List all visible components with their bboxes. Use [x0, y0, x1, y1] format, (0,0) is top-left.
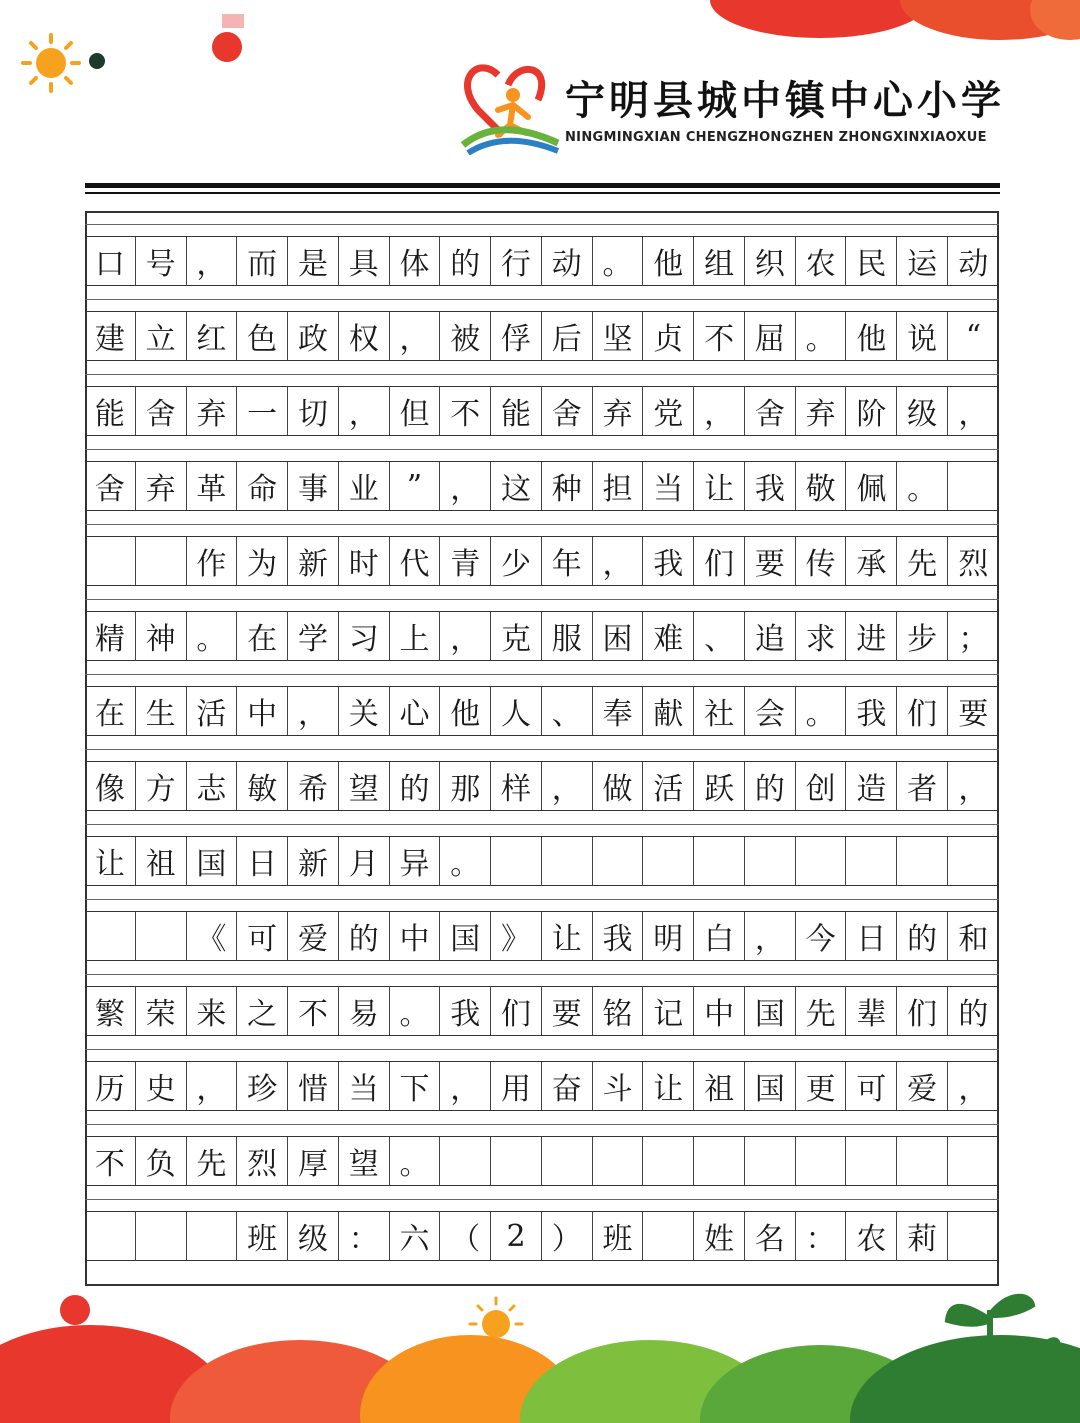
grid-cell: 学	[288, 612, 339, 660]
grid-cell	[593, 1137, 644, 1185]
grid-cell: 能	[491, 387, 542, 435]
grid-cell: 先	[796, 987, 847, 1035]
grid-cell: 行	[491, 237, 542, 285]
grid-cell: 舍	[745, 387, 796, 435]
grid-cell: 今	[796, 912, 847, 960]
grid-cell: 命	[237, 462, 288, 510]
grid-cell: 新	[288, 537, 339, 585]
grid-cell: 会	[745, 687, 796, 735]
grid-cell: ，	[745, 912, 796, 960]
grid-row	[85, 311, 999, 361]
grid-cell: 的	[897, 912, 948, 960]
grid-row	[85, 611, 999, 661]
grid-cell: ，	[958, 397, 989, 432]
grid-cell: 辈	[846, 987, 897, 1035]
header-rule-thin	[85, 192, 1000, 194]
grid-cell	[846, 1137, 897, 1185]
grid-cell: 农	[796, 237, 847, 285]
grid-cell: 们	[491, 987, 542, 1035]
grid-cell: 担	[593, 462, 644, 510]
grid-cell: ：	[796, 1212, 847, 1260]
grid-cell: 社	[694, 687, 745, 735]
grid-cell: ；	[958, 622, 989, 657]
grid-cell: 国	[745, 1062, 796, 1110]
grid-cell: 难	[643, 612, 694, 660]
grid-cell: 铭	[593, 987, 644, 1035]
grid-cell	[643, 1137, 694, 1185]
grid-cell: 进	[846, 612, 897, 660]
grid-cell: 事	[288, 462, 339, 510]
row-gap-line	[85, 1049, 999, 1050]
grid-cell: ）	[542, 1212, 593, 1260]
grid-cell: 敬	[796, 462, 847, 510]
row-gap-line	[85, 449, 999, 450]
grid-cell: 舍	[542, 387, 593, 435]
grid-cell: 年	[542, 537, 593, 585]
grid-cell: 当	[339, 1062, 390, 1110]
grid-cell: ，	[339, 387, 390, 435]
row-gap-line	[85, 974, 999, 975]
grid-cell	[187, 1212, 238, 1260]
grid-cell: 让	[643, 1062, 694, 1110]
grid-cell: 和	[958, 922, 989, 957]
grid-cell: 的	[958, 997, 989, 1032]
grid-cell: 弃	[796, 387, 847, 435]
grid-cell: 用	[491, 1062, 542, 1110]
grid-cell: 先	[187, 1137, 238, 1185]
grid-cell: 班	[237, 1212, 288, 1260]
grid-cell: 来	[187, 987, 238, 1035]
grid-cell: 我	[745, 462, 796, 510]
grid-cell: 贞	[643, 312, 694, 360]
grid-cell: 上	[390, 612, 441, 660]
grid-cell: 后	[542, 312, 593, 360]
row-gap-line	[85, 224, 999, 225]
grid-cell: 他	[440, 687, 491, 735]
grid-cell: 易	[339, 987, 390, 1035]
grid-cell: 的	[440, 237, 491, 285]
grid-cell: 能	[85, 387, 136, 435]
grid-cell: ，	[390, 312, 441, 360]
grid-cell: 人	[491, 687, 542, 735]
grid-cell: 希	[288, 762, 339, 810]
grid-cell: ：	[339, 1212, 390, 1260]
pink-flag-icon	[222, 14, 246, 32]
grid-cell: 他	[846, 312, 897, 360]
grid-cell: 级	[897, 387, 948, 435]
grid-cell: 而	[237, 237, 288, 285]
grid-cell: 们	[897, 987, 948, 1035]
grid-cell: 莉	[897, 1212, 948, 1260]
grid-cell: 下	[390, 1062, 441, 1110]
grid-cell: 在	[237, 612, 288, 660]
grid-cell: 这	[491, 462, 542, 510]
grid-cell: 。	[440, 837, 491, 885]
grid-cell: 造	[846, 762, 897, 810]
grid-cell: 克	[491, 612, 542, 660]
grid-cell: 不	[694, 312, 745, 360]
grid-cell: 说	[897, 312, 948, 360]
grid-cell: 追	[745, 612, 796, 660]
grid-cell: ，	[593, 537, 644, 585]
grid-cell: 一	[237, 387, 288, 435]
grid-cell: 不	[288, 987, 339, 1035]
grid-cell	[846, 837, 897, 885]
grid-cell: 祖	[694, 1062, 745, 1110]
grid-cell: 。	[390, 987, 441, 1035]
grid-cell	[948, 837, 999, 885]
grid-row	[85, 1211, 999, 1261]
grid-cell: 种	[542, 462, 593, 510]
grid-cell: 心	[390, 687, 441, 735]
grid-cell: 承	[846, 537, 897, 585]
sun-icon	[18, 30, 88, 100]
grid-cell: 弃	[136, 462, 187, 510]
grid-cell: 。	[796, 312, 847, 360]
grid-cell: ，	[440, 462, 491, 510]
grid-cell: 日	[846, 912, 897, 960]
grid-cell: 国	[745, 987, 796, 1035]
grid-cell: 奉	[593, 687, 644, 735]
grid-cell: 精	[85, 612, 136, 660]
grid-cell: 活	[187, 687, 238, 735]
grid-cell: ，	[440, 1062, 491, 1110]
row-gap-line	[85, 524, 999, 525]
row-gap-line	[85, 674, 999, 675]
grid-cell	[694, 1137, 745, 1185]
grid-cell: 代	[390, 537, 441, 585]
grid-cell: 为	[237, 537, 288, 585]
grid-cell: 厚	[288, 1137, 339, 1185]
row-gap-line	[85, 599, 999, 600]
grid-cell: 先	[897, 537, 948, 585]
grid-cell: 望	[339, 762, 390, 810]
row-gap-line	[85, 1199, 999, 1200]
grid-cell	[694, 837, 745, 885]
grid-cell	[745, 1137, 796, 1185]
grid-cell: 活	[643, 762, 694, 810]
grid-cell: 求	[796, 612, 847, 660]
grid-cell: “	[965, 318, 982, 354]
grid-cell: 弃	[187, 387, 238, 435]
grid-cell: 史	[136, 1062, 187, 1110]
grid-cell: 立	[136, 312, 187, 360]
grid-cell: 历	[85, 1062, 136, 1110]
grid-cell: 具	[339, 237, 390, 285]
grid-cell: 敏	[237, 762, 288, 810]
grid-row	[85, 1136, 999, 1186]
grid-cell: 那	[440, 762, 491, 810]
grid-cell: 国	[187, 837, 238, 885]
grid-cell: 班	[593, 1212, 644, 1260]
grid-cell: 。	[897, 462, 948, 510]
grid-cell: 运	[897, 237, 948, 285]
grid-cell: 要	[958, 697, 989, 732]
grid-cell: 的	[745, 762, 796, 810]
grid-cell: 。	[390, 1137, 441, 1185]
grid-cell	[643, 1212, 694, 1260]
grid-cell: 中	[237, 687, 288, 735]
grid-cell	[85, 537, 136, 585]
grid-cell: 2	[491, 1212, 542, 1260]
grid-cell: ，	[187, 1062, 238, 1110]
grid-cell: 织	[745, 237, 796, 285]
grid-cell	[136, 1212, 187, 1260]
grid-cell: ，	[187, 237, 238, 285]
grid-cell: ”	[390, 462, 441, 510]
grid-cell: 姓	[694, 1212, 745, 1260]
grid-cell: 我	[643, 537, 694, 585]
grid-cell: 屈	[745, 312, 796, 360]
grid-cell	[796, 1137, 847, 1185]
grid-cell: 负	[136, 1137, 187, 1185]
grid-row	[85, 836, 999, 886]
grid-cell	[136, 912, 187, 960]
grid-cell: 献	[643, 687, 694, 735]
grid-cell: 舍	[136, 387, 187, 435]
grid-cell: 明	[643, 912, 694, 960]
grid-cell: 。	[593, 237, 644, 285]
grid-cell: 他	[643, 237, 694, 285]
grid-row	[85, 461, 999, 511]
grid-cell: ，	[542, 762, 593, 810]
grid-cell: 珍	[237, 1062, 288, 1110]
grid-cell: 步	[897, 612, 948, 660]
grid-cell: 创	[796, 762, 847, 810]
grid-cell: 奋	[542, 1062, 593, 1110]
grid-cell	[85, 1212, 136, 1260]
grid-cell: 建	[85, 312, 136, 360]
row-gap-line	[85, 299, 999, 300]
grid-cell: ，	[288, 687, 339, 735]
grid-cell: 六	[390, 1212, 441, 1260]
grid-cell: 可	[846, 1062, 897, 1110]
grid-cell: 我	[846, 687, 897, 735]
grid-cell: 月	[339, 837, 390, 885]
grid-cell: 白	[694, 912, 745, 960]
grid-cell: 样	[491, 762, 542, 810]
school-name-pinyin: NINGMINGXIAN CHENGZHONGZHEN ZHONGXINXIAOXUE	[565, 130, 987, 145]
grid-cell: 服	[542, 612, 593, 660]
grid-cell: 爱	[288, 912, 339, 960]
grid-cell: 让	[542, 912, 593, 960]
bottom-hills-decoration	[0, 1290, 1080, 1423]
grid-cell: 们	[694, 537, 745, 585]
grid-cell: 动	[542, 237, 593, 285]
grid-cell	[593, 837, 644, 885]
grid-cell: 更	[796, 1062, 847, 1110]
grid-cell: 记	[643, 987, 694, 1035]
grid-cell: 不	[85, 1137, 136, 1185]
grid-cell: 佩	[846, 462, 897, 510]
grid-cell: 权	[339, 312, 390, 360]
grid-cell: 是	[288, 237, 339, 285]
grid-cell: 红	[187, 312, 238, 360]
grid-cell: 民	[846, 237, 897, 285]
grid-cell	[643, 837, 694, 885]
grid-row	[85, 1061, 999, 1111]
grid-cell: 、	[694, 612, 745, 660]
grid-cell	[796, 837, 847, 885]
grid-cell: ，	[694, 387, 745, 435]
grid-cell: 方	[136, 762, 187, 810]
grid-cell: 烈	[958, 547, 989, 582]
grid-cell: 但	[390, 387, 441, 435]
grid-cell: 跃	[694, 762, 745, 810]
grid-cell: 生	[136, 687, 187, 735]
grid-cell: 烈	[237, 1137, 288, 1185]
grid-cell: 中	[390, 912, 441, 960]
grid-cell: 青	[440, 537, 491, 585]
grid-cell: 体	[390, 237, 441, 285]
top-right-red-blob	[700, 0, 1080, 60]
grid-cell: 传	[796, 537, 847, 585]
grid-cell: 关	[339, 687, 390, 735]
grid-cell: 号	[136, 237, 187, 285]
grid-cell: 国	[440, 912, 491, 960]
row-gap-line	[85, 749, 999, 750]
grid-cell	[542, 1137, 593, 1185]
row-gap-line	[85, 824, 999, 825]
grid-cell: 要	[745, 537, 796, 585]
grid-cell: 。	[796, 687, 847, 735]
grid-cell: 党	[643, 387, 694, 435]
grid-cell: 志	[187, 762, 238, 810]
grid-row	[85, 236, 999, 286]
grid-cell: 日	[237, 837, 288, 885]
dark-dot-icon	[88, 52, 106, 70]
row-gap-line	[85, 899, 999, 900]
school-name-chinese: 宁明县城中镇中心小学	[565, 77, 1005, 124]
grid-cell: 口	[85, 237, 136, 285]
grid-cell: 爱	[897, 1062, 948, 1110]
grid-cell: 我	[440, 987, 491, 1035]
grid-cell	[948, 1212, 999, 1260]
school-header	[565, 78, 1005, 145]
grid-cell: 不	[440, 387, 491, 435]
grid-cell: 要	[542, 987, 593, 1035]
grid-cell	[897, 837, 948, 885]
grid-cell	[85, 912, 136, 960]
grid-cell: 在	[85, 687, 136, 735]
grid-cell: 业	[339, 462, 390, 510]
grid-cell	[948, 1137, 999, 1185]
grid-cell	[440, 1137, 491, 1185]
grid-row	[85, 761, 999, 811]
grid-cell: 的	[339, 912, 390, 960]
grid-cell: 坚	[593, 312, 644, 360]
grid-cell: 荣	[136, 987, 187, 1035]
grid-cell: 让	[694, 462, 745, 510]
grid-cell: 级	[288, 1212, 339, 1260]
grid-cell: 作	[187, 537, 238, 585]
grid-cell: ，	[958, 1072, 989, 1107]
grid-row	[85, 386, 999, 436]
grid-row	[85, 686, 999, 736]
grid-cell: 被	[440, 312, 491, 360]
grid-cell: 名	[745, 1212, 796, 1260]
grid-cell: 祖	[136, 837, 187, 885]
grid-cell: 当	[643, 462, 694, 510]
grid-cell	[948, 462, 999, 510]
grid-cell: 》	[491, 912, 542, 960]
grid-cell: 革	[187, 462, 238, 510]
school-logo-icon	[458, 55, 563, 155]
grid-cell: 舍	[85, 462, 136, 510]
grid-cell: 惜	[288, 1062, 339, 1110]
grid-cell: 、	[542, 687, 593, 735]
grid-cell: 者	[897, 762, 948, 810]
grid-cell: 之	[237, 987, 288, 1035]
red-dot-icon	[210, 30, 244, 64]
grid-cell	[491, 1137, 542, 1185]
grid-cell	[136, 537, 187, 585]
grid-row	[85, 911, 999, 961]
grid-row	[85, 536, 999, 586]
grid-cell: 困	[593, 612, 644, 660]
grid-cell: 俘	[491, 312, 542, 360]
grid-cell: 习	[339, 612, 390, 660]
grid-cell: 做	[593, 762, 644, 810]
grid-cell	[491, 837, 542, 885]
grid-cell: 异	[390, 837, 441, 885]
grid-cell: 阶	[846, 387, 897, 435]
grid-cell: 神	[136, 612, 187, 660]
grid-cell: 望	[339, 1137, 390, 1185]
grid-cell: 色	[237, 312, 288, 360]
grid-cell: 时	[339, 537, 390, 585]
grid-cell: 繁	[85, 987, 136, 1035]
grid-cell: 的	[390, 762, 441, 810]
grid-cell: ，	[958, 772, 989, 807]
grid-cell: 新	[288, 837, 339, 885]
grid-cell: 政	[288, 312, 339, 360]
grid-cell: 们	[897, 687, 948, 735]
row-gap-line	[85, 1124, 999, 1125]
row-gap-line	[85, 374, 999, 375]
grid-cell	[745, 837, 796, 885]
grid-row	[85, 986, 999, 1036]
grid-cell: （	[440, 1212, 491, 1260]
grid-cell: 动	[958, 247, 989, 282]
grid-cell	[897, 1137, 948, 1185]
grid-cell: 。	[187, 612, 238, 660]
grid-cell: 《	[187, 912, 238, 960]
grid-cell: 切	[288, 387, 339, 435]
grid-cell: 组	[694, 237, 745, 285]
grid-cell: 弃	[593, 387, 644, 435]
header-rule-thick	[85, 183, 1000, 188]
grid-cell: 中	[694, 987, 745, 1035]
grid-cell: 少	[491, 537, 542, 585]
grid-cell: ，	[440, 612, 491, 660]
grid-cell: 我	[593, 912, 644, 960]
grid-cell: 像	[85, 762, 136, 810]
grid-cell: 让	[85, 837, 136, 885]
grid-cell	[542, 837, 593, 885]
grid-cell: 斗	[593, 1062, 644, 1110]
grid-cell: 农	[846, 1212, 897, 1260]
grid-cell: 可	[237, 912, 288, 960]
